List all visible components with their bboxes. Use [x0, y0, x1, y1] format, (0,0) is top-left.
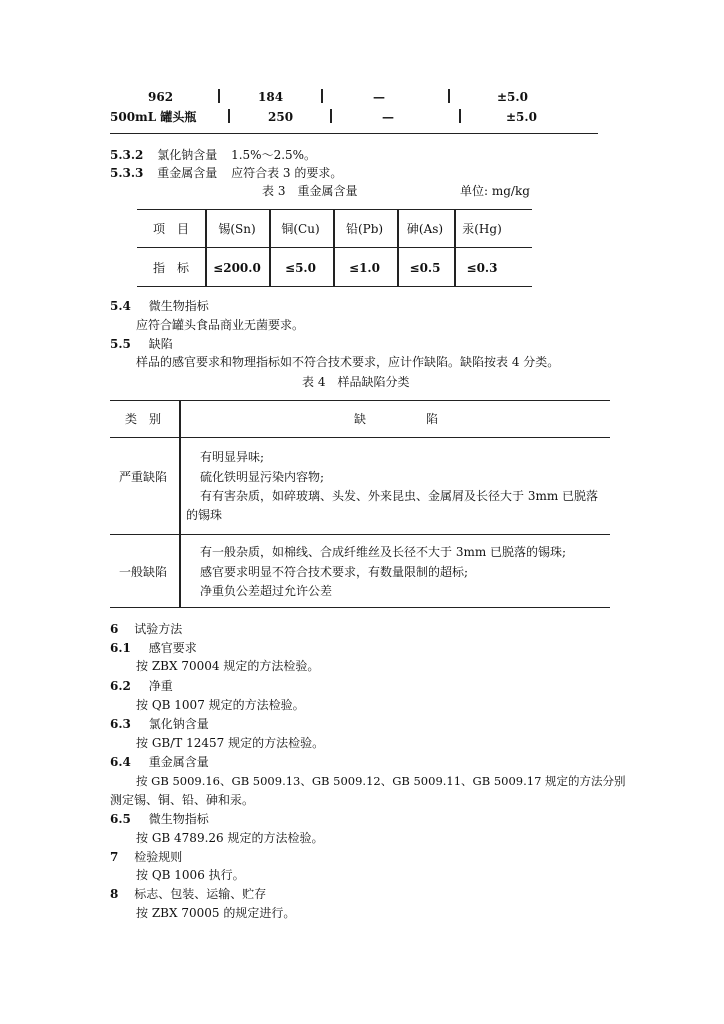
col-separator	[448, 89, 450, 103]
table3-header-pb: 铅(Pb)	[345, 222, 384, 236]
table3-header-cu: 铜(Cu)	[281, 222, 320, 236]
table4-caption: 表 4 样品缺陷分类	[302, 375, 410, 389]
section-number: 6.5	[110, 812, 131, 826]
section-title: 重金属含量	[148, 755, 209, 769]
section-number: 6	[110, 622, 119, 636]
table-bottom-rule	[110, 133, 598, 134]
section-number: 5.5	[110, 337, 131, 351]
section-title: 微生物指标	[148, 812, 209, 826]
table4-defect-item: 有一般杂质，如棉线、合成纤维丝及长径不大于 3mm 已脱落的锡珠;	[200, 545, 567, 559]
table3-row-label: 指 标	[152, 261, 189, 275]
table3-value-hg: ≤0.3	[466, 261, 498, 275]
section-number: 5.3.3	[110, 166, 144, 180]
section-5-5-text: 样品的感官要求和物理指标如不符合技术要求，应计作缺陷。缺陷按表 4 分类。	[136, 355, 560, 369]
col-separator	[218, 89, 220, 103]
table4-defect-item: 感官要求明显不符合技术要求，有数量限制的超标;	[200, 565, 469, 579]
top-row1-tolerance: ±5.0	[497, 90, 528, 104]
table4-bottom-rule	[110, 607, 610, 608]
col-separator	[330, 109, 332, 123]
section-5-4	[110, 299, 209, 314]
table4-top-rule	[110, 400, 610, 401]
section-6-1	[110, 641, 197, 656]
section-5-3-3	[110, 166, 342, 181]
section-title: 净重	[148, 679, 173, 693]
section-text: 应符合表 3 的要求。	[231, 166, 343, 180]
section-number: 5.3.2	[110, 148, 144, 162]
section-title: 标志、包装、运输、贮存	[134, 887, 267, 901]
table4-defect-item: 有有害杂质，如碎玻璃、头发、外来昆虫、金属屑及长径大于 3mm 已脱落	[200, 489, 599, 503]
section-7	[110, 850, 182, 865]
top-row2-weight: 250	[268, 110, 294, 124]
section-number: 6.1	[110, 641, 131, 655]
section-6-5-text: 按 GB 4789.26 规定的方法检验。	[136, 831, 324, 845]
table3-value-as: ≤0.5	[409, 261, 441, 275]
section-6-2	[110, 679, 173, 694]
section-6-1-text: 按 ZBX 70004 规定的方法检验。	[136, 659, 320, 673]
section-7-text: 按 QB 1006 执行。	[136, 868, 245, 882]
col-separator	[321, 89, 323, 103]
section-title: 重金属含量	[157, 166, 218, 180]
section-6-3	[110, 717, 209, 732]
section-number: 6.4	[110, 755, 131, 769]
section-number: 5.4	[110, 299, 131, 313]
section-8	[110, 887, 266, 902]
table4-defect-item: 净重负公差超过允许公差	[200, 584, 333, 598]
section-title: 感官要求	[148, 641, 197, 655]
section-6-2-text: 按 QB 1007 规定的方法检验。	[136, 698, 305, 712]
section-6-5	[110, 812, 209, 827]
top-row1-dash: —	[373, 90, 385, 104]
section-title: 微生物指标	[148, 299, 209, 313]
table3-caption: 表 3 重金属含量	[262, 184, 358, 198]
section-6-4-text: 按 GB 5009.16、GB 5009.13、GB 5009.12、GB 5009.11、GB 5009.17 规定的方法分别	[136, 774, 626, 788]
table4-header-defect: 缺 陷	[353, 412, 438, 426]
col-separator	[179, 400, 181, 608]
table3-unit: 单位: mg/kg	[460, 184, 530, 198]
table4-defect-item: 的锡珠	[186, 508, 223, 522]
table3-mid-rule	[137, 247, 532, 248]
col-separator	[228, 109, 230, 123]
section-text: 1.5%～2.5%。	[231, 148, 317, 162]
table4-defect-item: 有明显异味;	[200, 450, 265, 464]
section-number: 6.2	[110, 679, 131, 693]
top-row1-spec: 962	[148, 90, 174, 104]
table3-value-cu: ≤5.0	[285, 261, 316, 275]
section-title: 氯化钠含量	[157, 148, 218, 162]
section-number: 8	[110, 887, 119, 901]
table4-row-rule	[110, 534, 610, 535]
section-number: 7	[110, 850, 119, 864]
section-6-4	[110, 755, 209, 770]
top-row2-dash: —	[382, 110, 394, 124]
section-title: 试验方法	[134, 622, 183, 636]
table4-category-severe: 严重缺陷	[118, 470, 167, 484]
table3-bottom-rule	[137, 286, 532, 287]
table4-defect-item: 硫化铁明显污染内容物;	[200, 470, 325, 484]
section-6-4-text-cont: 测定锡、铜、铅、砷和汞。	[110, 793, 255, 807]
table4-header-rule	[110, 437, 610, 438]
top-row2-spec: 500mL 罐头瓶	[110, 110, 197, 124]
section-5-5	[110, 337, 173, 352]
section-title: 检验规则	[134, 850, 183, 864]
table4-category-general: 一般缺陷	[118, 565, 167, 579]
section-5-4-text: 应符合罐头食品商业无菌要求。	[136, 318, 305, 332]
table3-header-sn: 锡(Sn)	[218, 222, 256, 236]
top-row2-tolerance: ±5.0	[506, 110, 537, 124]
table3-header-item: 项 目	[152, 222, 189, 236]
table3-header-as: 砷(As)	[406, 222, 444, 236]
table4-header-category: 类 别	[124, 412, 161, 426]
section-title: 缺陷	[148, 337, 173, 351]
table3-value-sn: ≤200.0	[213, 261, 261, 275]
table3-header-hg: 汞(Hg)	[462, 222, 502, 236]
section-6-3-text: 按 GB/T 12457 规定的方法检验。	[136, 736, 325, 750]
section-8-text: 按 ZBX 70005 的规定进行。	[136, 906, 296, 920]
col-separator	[459, 109, 461, 123]
top-row1-weight: 184	[258, 90, 284, 104]
section-title: 氯化钠含量	[148, 717, 209, 731]
section-5-3-2	[110, 148, 316, 163]
table3-value-pb: ≤1.0	[349, 261, 380, 275]
section-6	[110, 622, 182, 637]
section-number: 6.3	[110, 717, 131, 731]
